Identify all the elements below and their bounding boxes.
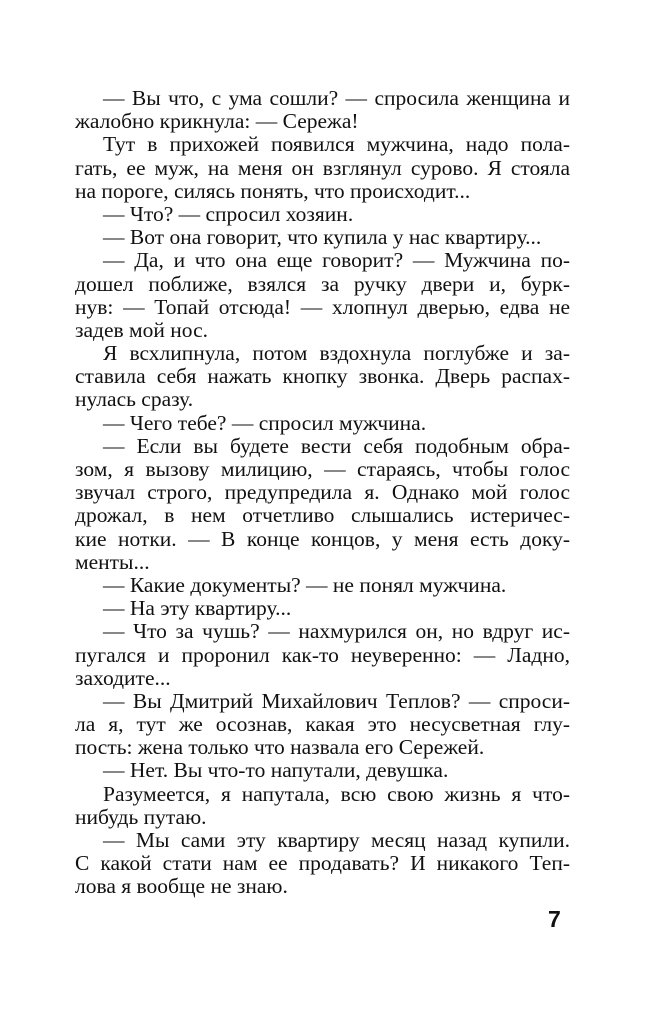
- text-line: гать, ее муж, на меня он взглянул сурово. Я стояла: [75, 155, 570, 180]
- text-line: Разумеется, я напутала, всю свою жизнь я что-: [103, 781, 570, 806]
- text-line: — Вот она говорит, что купила у нас квартиру...: [103, 225, 542, 250]
- text-line: — На эту квартиру...: [103, 596, 292, 621]
- text-line: лова я вообще не знаю.: [75, 874, 288, 899]
- text-line: — Вы Дмитрий Михайлович Теплов? — спроси-: [103, 688, 570, 713]
- text-line: — Какие документы? — не понял мужчина.: [103, 572, 507, 597]
- text-line: — Что? — спросил хозяин.: [103, 201, 354, 226]
- text-line: пугался и проронил как-то неуверенно: — Ладно,: [75, 642, 570, 667]
- body-text: [75, 87, 570, 899]
- text-line: дрожал, в нем отчетливо слышались истеричес-: [75, 503, 570, 528]
- text-line: менты...: [75, 549, 150, 574]
- text-line: — Мы сами эту квартиру месяц назад купили.: [103, 828, 570, 852]
- text-line: — Чего тебе? — спросил мужчина.: [103, 410, 427, 435]
- text-line: дошел поближе, взялся за ручку двери и, бурк-: [75, 271, 570, 296]
- text-line: ставила себя нажать кнопку звонка. Дверь распах-: [75, 364, 570, 389]
- text-line: нибудь путаю.: [75, 804, 207, 829]
- text-line: ла я, тут же осознав, какая это несусветная глу-: [75, 712, 570, 737]
- text-line: С какой стати нам ее продавать? И никакого Теп-: [75, 851, 570, 876]
- text-line: заходите...: [75, 665, 171, 690]
- text-line: Я всхлипнула, потом вздохнула поглубже и за-: [103, 341, 570, 366]
- page-number: 7: [548, 906, 561, 932]
- text-line: жалобно крикнула: — Сережа!: [75, 109, 359, 134]
- text-line: — Что за чушь? — нахмурился он, но вдруг ис-: [103, 619, 570, 644]
- text-line: нулась сразу.: [75, 387, 194, 412]
- text-line: на пороге, силясь понять, что происходит...: [75, 178, 471, 203]
- text-line: Тут в прихожей появился мужчина, надо пола-: [103, 132, 570, 157]
- text-line: — Если вы будете вести себя подобным обра-: [103, 433, 570, 458]
- text-line: — Нет. Вы что-то напутали, девушка.: [103, 758, 449, 783]
- text-line: — Вы что, с ума сошли? — спросила женщина и: [103, 86, 570, 110]
- text-line: нув: — Топай отсюда! — хлопнул дверью, едва не: [75, 294, 570, 319]
- text-line: зом, я вызову милицию, — стараясь, чтобы голос: [75, 457, 570, 481]
- text-line: звучал строго, предупредила я. Однако мой голос: [75, 480, 570, 505]
- text-line: — Да, и что она еще говорит? — Мужчина по-: [103, 248, 570, 273]
- text-line: задев мой нос.: [75, 317, 208, 342]
- text-line: пость: жена только что назвала его Сережей.: [75, 735, 485, 760]
- text-line: кие нотки. — В конце концов, у меня есть доку-: [75, 526, 570, 551]
